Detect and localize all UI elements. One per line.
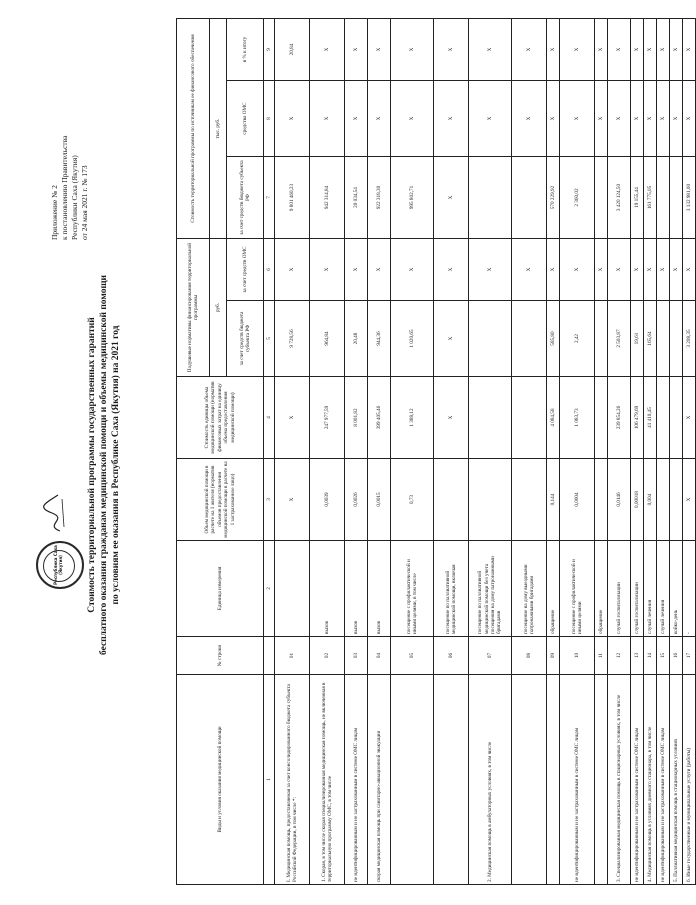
row-per-capita-budget-cell: 2 503,87 xyxy=(608,301,631,377)
table-row xyxy=(560,18,595,884)
row-cost-cell: 106 479,69 xyxy=(631,377,644,459)
row-per-capita-budget-cell xyxy=(670,301,683,377)
row-pct-cell: X xyxy=(631,18,644,80)
row-unit-cell: случай госпитализации xyxy=(631,541,644,637)
row-cost-cell xyxy=(657,377,670,459)
row-program-oms-cell: X xyxy=(560,81,595,157)
row-program-budget-cell xyxy=(512,157,547,239)
row-per-capita-budget-cell xyxy=(469,301,512,377)
row-cost-cell xyxy=(512,377,547,459)
row-unit-cell: вызов xyxy=(345,541,368,637)
row-number-cell: 07 xyxy=(469,637,512,675)
row-kind-cell xyxy=(434,675,469,885)
row-pct-cell: X xyxy=(310,18,345,80)
row-program-oms-cell: X xyxy=(469,81,512,157)
row-cost-cell: 239 854,26 xyxy=(608,377,631,459)
row-cost-cell: X xyxy=(434,377,469,459)
row-pct-cell: X xyxy=(547,18,560,80)
appendix-reference xyxy=(50,70,90,240)
row-per-capita-budget-cell xyxy=(512,301,547,377)
signature-icon xyxy=(40,493,70,533)
row-unit-cell: обращение xyxy=(595,541,608,637)
row-program-budget-cell xyxy=(657,157,670,239)
row-per-capita-oms-cell: X xyxy=(434,239,469,301)
row-pct-cell: X xyxy=(683,18,696,80)
table-row xyxy=(469,18,512,884)
row-program-budget-cell: 570 229,92 xyxy=(547,157,560,239)
header-row-no: № строки xyxy=(177,637,264,675)
header-pct: в % к итогу xyxy=(227,18,264,80)
row-kind-cell: не идентифицированным и не застрахованным в системе ОМС лицам xyxy=(657,675,670,885)
row-number-cell: 01 xyxy=(275,637,310,675)
row-number-cell: 10 xyxy=(560,637,595,675)
row-pct-cell: 20,84 xyxy=(275,18,310,80)
table-row xyxy=(368,18,391,884)
row-kind-cell: 4. Медицинская помощь в условиях дневного стационара, в том числе xyxy=(644,675,657,885)
row-kind-cell xyxy=(512,675,547,885)
row-per-capita-oms-cell: X xyxy=(560,239,595,301)
row-cost-cell xyxy=(469,377,512,459)
row-per-capita-oms-cell: X xyxy=(547,239,560,301)
appendix-line: Республики Саха (Якутия) xyxy=(70,155,79,240)
row-unit-cell: - xyxy=(683,541,696,637)
row-cost-cell xyxy=(670,377,683,459)
row-volume-cell: 0,73 xyxy=(391,459,434,541)
row-per-capita-budget-cell: 3 208,35 xyxy=(683,301,696,377)
index-cell: 6 xyxy=(264,239,275,301)
header-cost: Стоимость единицы объема медицинской помощи (норматив финансовых затрат на единицу объема предоставления медицинской помощи) xyxy=(177,377,264,459)
row-cost-cell: X xyxy=(275,377,310,459)
table-row xyxy=(657,18,670,884)
row-cost-cell: 247 977,59 xyxy=(310,377,345,459)
row-number-cell: 04 xyxy=(368,637,391,675)
row-program-oms-cell: X xyxy=(547,81,560,157)
row-cost-cell: 41 410,45 xyxy=(644,377,657,459)
row-program-oms-cell: X xyxy=(608,81,631,157)
row-number-cell: 13 xyxy=(631,637,644,675)
seal-text: Республика Саха (Якутия) xyxy=(53,545,63,585)
row-per-capita-budget-cell: 1 020,65 xyxy=(391,301,434,377)
row-unit-cell: койко-день xyxy=(670,541,683,637)
table-row xyxy=(345,18,368,884)
row-per-capita-budget-cell: 19,61 xyxy=(631,301,644,377)
row-per-capita-oms-cell: X xyxy=(670,239,683,301)
row-volume-cell: 0,0039 xyxy=(310,459,345,541)
row-pct-cell: X xyxy=(434,18,469,80)
appendix-line: к постановлению Правительства xyxy=(60,135,69,240)
row-kind-cell: скорая медицинская помощь при санитарно-авиационной эвакуации xyxy=(368,675,391,885)
row-program-budget-cell: 3 132 981,00 xyxy=(683,157,696,239)
row-program-oms-cell: X xyxy=(434,81,469,157)
row-cost-cell: 4 084,58 xyxy=(547,377,560,459)
table-row xyxy=(595,18,608,884)
table-body xyxy=(275,18,696,884)
row-unit-cell: случай лечения xyxy=(657,541,670,637)
row-program-budget-cell: 922 318,30 xyxy=(368,157,391,239)
row-pct-cell: X xyxy=(670,18,683,80)
row-kind-cell xyxy=(391,675,434,885)
row-per-capita-oms-cell: X xyxy=(391,239,434,301)
column-index-row xyxy=(264,18,275,884)
index-cell: 3 xyxy=(264,459,275,541)
title-line: по условиям ее оказания в Республике Саха (Якутия) на 2021 год xyxy=(111,325,121,605)
row-program-budget-cell: 995 802,71 xyxy=(391,157,434,239)
row-unit-cell: вызов xyxy=(368,541,391,637)
row-per-capita-budget-cell xyxy=(657,301,670,377)
row-number-cell: 14 xyxy=(644,637,657,675)
row-kind-cell: I. Медицинская помощь, предоставляемая за счет консолидированного бюджета субъекта Российской Федерации, в том числе *: xyxy=(275,675,310,885)
table-row xyxy=(512,18,547,884)
row-kind-cell: не идентифицированным и не застрахованным в системе ОМС лицам xyxy=(631,675,644,885)
index-cell: 7 xyxy=(264,157,275,239)
row-volume-cell xyxy=(469,459,512,541)
row-per-capita-budget-cell: X xyxy=(434,301,469,377)
row-program-budget-cell: 20 034,54 xyxy=(345,157,368,239)
row-kind-cell: не идентифицированным и не застрахованным в системе ОМС лицам xyxy=(345,675,368,885)
header-program-cost-unit: тыс. руб. xyxy=(210,18,227,238)
row-per-capita-oms-cell: X xyxy=(595,239,608,301)
row-pct-cell: X xyxy=(469,18,512,80)
row-volume-cell: 0,144 xyxy=(547,459,560,541)
row-per-capita-oms-cell: X xyxy=(368,239,391,301)
row-program-budget-cell: 19 155,44 xyxy=(631,157,644,239)
row-program-budget-cell: X xyxy=(434,157,469,239)
row-program-oms-cell: X xyxy=(310,81,345,157)
row-cost-cell xyxy=(595,377,608,459)
row-kind-cell: 5. Паллиативная медицинская помощь в стационарных условиях xyxy=(670,675,683,885)
row-number-cell: 08 xyxy=(512,637,547,675)
title-line: Стоимость территориальной программы государственных гарантий xyxy=(87,317,97,613)
appendix-line: от 24 мая 2021 г. № 173 xyxy=(80,165,89,240)
row-program-budget-cell xyxy=(595,157,608,239)
row-number-cell: 17 xyxy=(683,637,696,675)
row-per-capita-budget-cell: 165,64 xyxy=(644,301,657,377)
row-volume-cell: X xyxy=(275,459,310,541)
index-cell: 8 xyxy=(264,81,275,157)
row-kind-cell: не идентифицированным и не застрахованным в системе ОМС лицам xyxy=(560,675,595,885)
row-pct-cell: X xyxy=(368,18,391,80)
row-program-budget-cell: 942 314,84 xyxy=(310,157,345,239)
row-program-oms-cell: X xyxy=(644,81,657,157)
row-program-oms-cell: X xyxy=(657,81,670,157)
row-program-oms-cell: X xyxy=(595,81,608,157)
row-program-oms-cell: X xyxy=(391,81,434,157)
row-unit-cell: обращение xyxy=(547,541,560,637)
row-pct-cell: X xyxy=(512,18,547,80)
row-number-cell: 16 xyxy=(670,637,683,675)
row-kind-cell xyxy=(547,675,560,885)
row-per-capita-budget-cell: 2,42 xyxy=(560,301,595,377)
row-per-capita-oms-cell: X xyxy=(631,239,644,301)
row-per-capita-budget-cell: 20,48 xyxy=(345,301,368,377)
row-per-capita-oms-cell: X xyxy=(469,239,512,301)
row-number-cell: 09 xyxy=(547,637,560,675)
row-number-cell: 15 xyxy=(657,637,670,675)
row-pct-cell: X xyxy=(391,18,434,80)
row-kind-cell: 3. Специализированная медицинская помощь в стационарных условиях, в том числе xyxy=(608,675,631,885)
header-oms: за счет средств ОМС xyxy=(227,239,264,301)
row-cost-cell: 399 405,46 xyxy=(368,377,391,459)
row-unit-cell xyxy=(275,541,310,637)
cost-table xyxy=(176,18,696,885)
row-unit-cell: случай госпитализации xyxy=(608,541,631,637)
row-cost-cell: X xyxy=(683,377,696,459)
row-per-capita-oms-cell: X xyxy=(345,239,368,301)
row-program-oms-cell: X xyxy=(631,81,644,157)
row-number-cell: 05 xyxy=(391,637,434,675)
row-program-oms-cell: X xyxy=(683,81,696,157)
header-budget: за счет средств бюджета субъекта РФ xyxy=(227,301,264,377)
header-per-capita-unit: руб. xyxy=(210,239,227,377)
row-pct-cell: X xyxy=(595,18,608,80)
table-row xyxy=(434,18,469,884)
table-row xyxy=(547,18,560,884)
row-per-capita-budget-cell: 964,84 xyxy=(310,301,345,377)
row-unit-cell: посещение на дому выездными патронажными бригадами xyxy=(512,541,547,637)
row-program-budget-cell xyxy=(670,157,683,239)
title-line: бесплатного оказания гражданам медицинской помощи и объемы медицинской помощи xyxy=(99,275,109,655)
row-per-capita-oms-cell: X xyxy=(310,239,345,301)
table-row xyxy=(310,18,345,884)
row-pct-cell: X xyxy=(345,18,368,80)
row-cost-cell: 1 083,73 xyxy=(560,377,595,459)
table-row xyxy=(670,18,683,884)
index-cell: 5 xyxy=(264,301,275,377)
official-seal xyxy=(36,541,84,589)
row-program-oms-cell: X xyxy=(368,81,391,157)
row-volume-cell xyxy=(670,459,683,541)
header-per-capita: Подушевые нормативы финансирования территориальной программы xyxy=(177,239,210,377)
row-per-capita-oms-cell: X xyxy=(657,239,670,301)
table-row xyxy=(644,18,657,884)
row-per-capita-oms-cell: X xyxy=(512,239,547,301)
header-program-cost: Стоимость территориальной программы по источникам ее финансового обеспечения xyxy=(177,18,210,238)
table-row xyxy=(275,18,310,884)
row-volume-cell xyxy=(657,459,670,541)
index-cell: 1 xyxy=(264,675,275,885)
row-pct-cell: X xyxy=(657,18,670,80)
table-row xyxy=(608,18,631,884)
table-row xyxy=(391,18,434,884)
row-pct-cell: X xyxy=(608,18,631,80)
row-per-capita-budget-cell: 585,80 xyxy=(547,301,560,377)
row-kind-cell: 2. Медицинская помощь в амбулаторных условиях, в том числе xyxy=(469,675,512,885)
row-per-capita-oms-cell: X xyxy=(683,239,696,301)
row-per-capita-oms-cell: X xyxy=(608,239,631,301)
row-volume-cell: 0,0004 xyxy=(560,459,595,541)
row-program-oms-cell: X xyxy=(345,81,368,157)
index-cell xyxy=(264,637,275,675)
table-row xyxy=(631,18,644,884)
row-unit-cell: случай лечения xyxy=(644,541,657,637)
row-volume-cell: 0,00018 xyxy=(631,459,644,541)
row-unit-cell: посещение с профилактической и иными целями xyxy=(560,541,595,637)
header-unit: Единица измерения xyxy=(177,541,264,637)
table-row xyxy=(683,18,696,884)
index-cell: 9 xyxy=(264,18,275,80)
row-number-cell: 12 xyxy=(608,637,631,675)
row-cost-cell: 1 388,12 xyxy=(391,377,434,459)
row-cost-cell: 8 001,82 xyxy=(345,377,368,459)
row-volume-cell xyxy=(595,459,608,541)
row-volume-cell: 0,0146 xyxy=(608,459,631,541)
row-volume-cell xyxy=(512,459,547,541)
index-cell: 4 xyxy=(264,377,275,459)
row-volume-cell: X xyxy=(683,459,696,541)
row-program-oms-cell: X xyxy=(670,81,683,157)
row-per-capita-oms-cell: X xyxy=(644,239,657,301)
index-cell: 2 xyxy=(264,541,275,637)
row-program-oms-cell: X xyxy=(275,81,310,157)
appendix-line: Приложение № 2 xyxy=(50,185,59,240)
row-kind-cell: 6. Иные государственные и муниципальные услуги (работы) xyxy=(683,675,696,885)
row-volume-cell xyxy=(434,459,469,541)
row-program-oms-cell: X xyxy=(512,81,547,157)
row-program-budget-cell xyxy=(469,157,512,239)
row-per-capita-budget-cell xyxy=(595,301,608,377)
row-number-cell: 06 xyxy=(434,637,469,675)
header-volume: Объем медицинской помощи в расчете на 1 жителя (норматив объемов предоставления медицинской помощи в расчете на 1 застрахованное лицо) xyxy=(177,459,264,541)
header-kinds: Виды и условия оказания медицинской помощи xyxy=(177,675,264,885)
row-per-capita-oms-cell: X xyxy=(275,239,310,301)
row-volume-cell: 0,004 xyxy=(644,459,657,541)
row-unit-cell: посещение по паллиативной медицинской помощи без учета посещения на дому патронажными бригадами xyxy=(469,541,512,637)
row-program-budget-cell: 3 420 124,50 xyxy=(608,157,631,239)
row-program-budget-cell: 161 775,05 xyxy=(644,157,657,239)
row-unit-cell: вызов xyxy=(310,541,345,637)
row-program-budget-cell: 2 360,02 xyxy=(560,157,595,239)
row-kind-cell: 1. Скорая, в том числе скорая специализированная медицинская помощь, не включенная в территориальную программу ОМС, в том числе xyxy=(310,675,345,885)
row-kind-cell xyxy=(595,675,608,885)
row-unit-cell: посещение с профилактической и иными целями, в том числе xyxy=(391,541,434,637)
row-number-cell: 11 xyxy=(595,637,608,675)
row-volume-cell: 0,0026 xyxy=(345,459,368,541)
row-per-capita-budget-cell: 9 728,56 xyxy=(275,301,310,377)
row-program-budget-cell: 9 801 460,23 xyxy=(275,157,310,239)
document-title xyxy=(86,145,122,785)
row-pct-cell: X xyxy=(644,18,657,80)
row-volume-cell: 0,0015 xyxy=(368,459,391,541)
row-number-cell: 02 xyxy=(310,637,345,675)
row-number-cell: 03 xyxy=(345,637,368,675)
row-per-capita-budget-cell: 944,36 xyxy=(368,301,391,377)
row-unit-cell: посещение по паллиативной медицинской помощи, включая xyxy=(434,541,469,637)
header-program-oms: средства ОМС xyxy=(227,81,264,157)
header-program-budget: за счет средств бюджета субъекта РФ xyxy=(227,157,264,239)
row-pct-cell: X xyxy=(560,18,595,80)
